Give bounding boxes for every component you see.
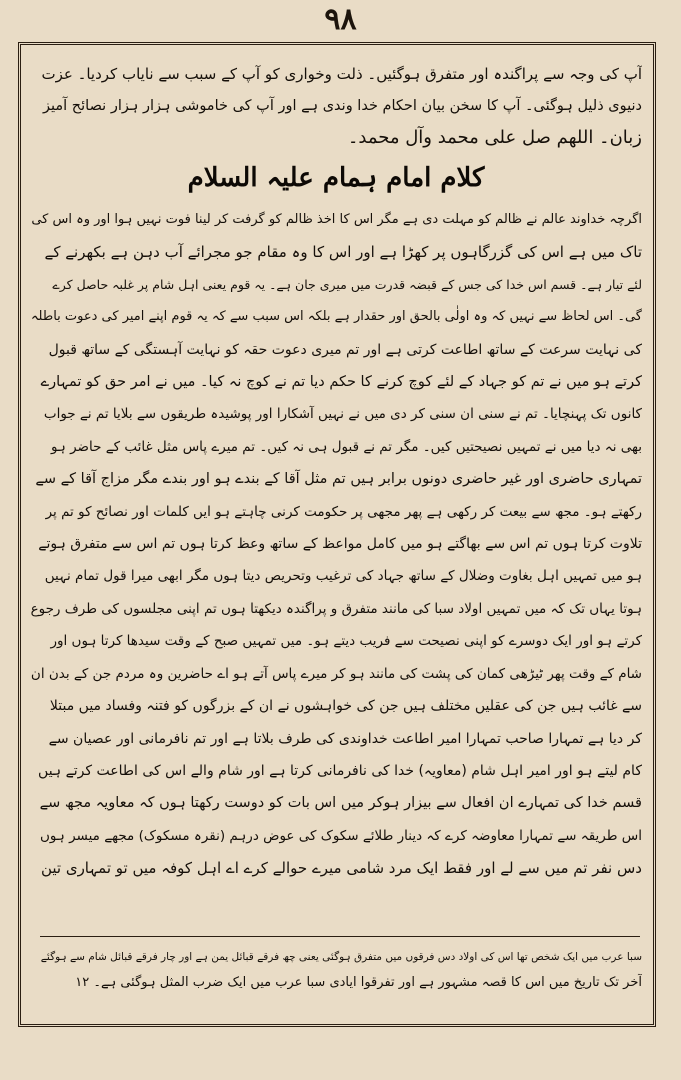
text-line: رکھتے ہو۔ مجھ سے بیعت کر رکھی ہے پھر مجھی پر حکومت کرنی چاہتے ہو ایں کلمات اور نصائح کو تم پر <box>45 503 642 520</box>
text-line: سے غائب ہیں جن کی عقلیں مختلف ہیں جن کی خواہشوں نے ان کے بزرگوں کو فتنہ وفساد میں مبتلا <box>49 698 642 715</box>
text-line: کرتے ہو اور ایک دوسرے کو اپنی نصیحت سے فریب دیتے ہو۔ میں تمہیں صبح کے وقت سیدھا کرتا ہوں اور <box>50 633 642 650</box>
text-line: کی نہایت سرعت کے ساتھ اطاعت کرتی ہے اور تم میری دعوت حقہ کو نہایت آہستگی کے ساتھ قبول <box>48 341 642 358</box>
text-line: تمہاری حاضری اور غیر حاضری دونوں برابر ہیں تم مثل آقا کے بندے ہو اور بندے مگر مزاج آقا کے سے <box>35 471 642 488</box>
text-line: تلاوت کرتا ہوں تم اس سے بھاگتے ہو میں کامل مواعظ کے ساتھ وعظ کرتا ہوں تم اس سے متفرق ہوتے <box>38 536 642 553</box>
text-line: شام کے وقت پھر ٹیڑھی کمان کی پشت کی مانند ہو کر میرے پاس آتے ہو اے حاضرین وہ مردم جن کے بدن ان <box>30 665 642 682</box>
text-line: کانوں تک پہنچایا۔ تم نے سنی ان سنی کر دی میں نے نہیں آشکارا اور پوشیدہ طریقوں سے بلایا تم نے جواب <box>43 406 642 423</box>
footnote-divider <box>40 936 640 937</box>
text-line: اس طریقہ سے تمہارا معاوضہ کرے کہ دینار طلائے سکوک کی عوض درہم (نقرہ مسکوک) مجھے میسر ہوں <box>40 827 642 844</box>
footnote-line: آخر تک تاریخ میں اس کا قصہ مشہور ہے اور تفرقوا ایادی سبا عرب میں ایک ضرب المثل ہوگئی ہے۔ ۱۲ <box>75 975 642 990</box>
text-line: کر دیا ہے تمہارا صاحب تمہارا امیر اطاعت خداوندی کی طرف بلاتا ہے اور تم نافرمانی اور عصیان سے <box>48 730 642 747</box>
main-paragraph <box>30 204 642 885</box>
footnote <box>30 944 642 996</box>
section-heading: کلام امام ہمام علیہ السلام <box>187 163 485 193</box>
text-line: کام لیتے ہو اور امیر اہل شام (معاویہ) خدا کی نافرمانی کرتا ہے اور شام والے اس کی اطاعت کرتے ہیں <box>38 762 642 779</box>
text-line: قسم خدا کی تمہارے ان افعال سے بیزار ہوکر میں اس بات کو دوست رکھتا ہوں کہ معاویہ مجھ سے <box>39 795 642 812</box>
text-line: کرتے ہو میں نے تم کو جہاد کے لئے کوچ کرنے کا حکم دیا تم نے کوچ نہ کیا۔ میں نے امر حق کو تمہارے <box>40 374 642 391</box>
text-line: ہو میں تمہیں اہل بغاوت وضلال کے ساتھ جہاد کی ترغیب وتحریص دیتا ہوں مگر ابھی میرا قول تمام نہیں <box>44 568 642 585</box>
text-line: آپ کی وجہ سے پراگندہ اور متفرق ہوگئیں۔ ذلت وخواری کو آپ کے سبب سے نایاب کردیا۔ عزت <box>41 65 642 83</box>
text-line: بھی نہ دیا میں نے تمہیں نصیحتیں کیں۔ مگر تم نے قبول ہی نہ کیں۔ تم میرے پاس مثل غائب کے حاضر ہو <box>50 438 642 455</box>
footnote-line: سبا عرب میں ایک شخص تھا اس کی اولاد دس فرقوں میں متفرق ہوگئی یعنی چھ فرقے قبائل یمن ہے اور چار فرقے قبائل شام سے ہوگئے <box>40 951 642 963</box>
text-line: لئے تیار ہے۔ قسم اس خدا کی جس کے قبضہ قدرت میں میری جان ہے۔ یہ قوم یعنی اہل شام پر غلبہ حاصل کرے <box>52 276 642 292</box>
text-line: دس نفر تم میں سے لے اور فقط ایک مرد شامی میرے حوالے کرے اے اہل کوفہ میں تو تمہاری تین <box>40 859 642 878</box>
text-line: تاک میں ہے اس کی گزرگاہوں پر کھڑا ہے اور اس کا وہ مقام جو مجرائے آب دہن ہے بکھرنے کے <box>44 243 642 262</box>
text-line: اگرچہ خداوند عالم نے ظالم کو مہلت دی ہے مگر اس کا اخذ ظالم کو گرفت کر لینا فوت نہیں ہوا اور وہ اس کی <box>31 212 642 227</box>
intro-paragraph <box>30 58 642 154</box>
text-line: گی۔ اس لحاظ سے نہیں کہ وہ اولٰی بالحق اور حقدار ہے بلکہ اس سبب سے کہ یہ قوم اپنے امیر کی دعوت باطلہ <box>30 309 642 325</box>
page-number: ۹۸ <box>324 2 357 37</box>
text-line: زبان۔ اللھم صل علی محمد وآل محمد۔ <box>347 127 642 148</box>
text-line: دنیوی ذلیل ہوگئی۔ آپ کا سخن بیان احکام خدا وندی ہے اور آپ کی خاموشی ہزار ہزار نصائح آمیز <box>43 98 642 114</box>
text-line: ہوتا یہاں تک کہ میں تمہیں اولاد سبا کی مانند متفرق و پراگندہ دیکھتا ہوں تم اپنی مجلسوں کی طرف رجوع <box>30 600 642 617</box>
